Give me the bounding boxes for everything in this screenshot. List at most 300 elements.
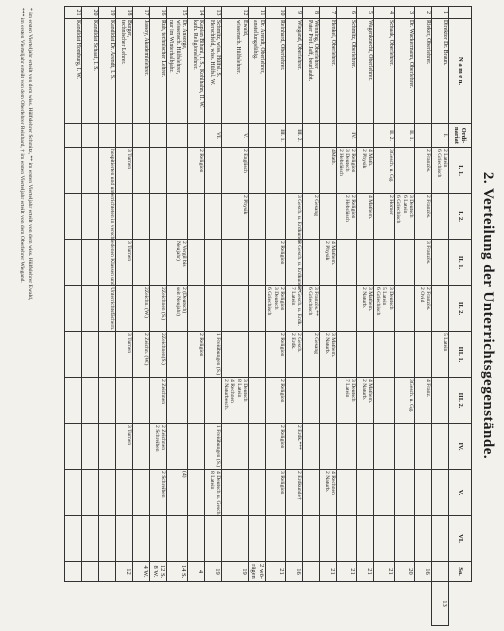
subject-cell: hospitierten und unterrichteten in verschiedenen Klassen und Unterrichtsfächern. xyxy=(99,148,116,194)
subject-cell: 3 Deutsch 7 Latein xyxy=(337,378,357,424)
row-number: 19 xyxy=(99,7,116,19)
subject-cell xyxy=(394,332,414,378)
subject-cell xyxy=(432,562,449,582)
ordinariat-cell xyxy=(303,124,320,148)
row-number: 14 xyxy=(188,7,205,19)
subject-cell xyxy=(65,194,82,240)
ordinariat-cell xyxy=(167,124,188,148)
sum-cell: 14 S. xyxy=(167,562,188,582)
subject-cell: 3 Turnen xyxy=(116,424,133,470)
subject-cell: 3 Französ. xyxy=(415,240,432,286)
table-row xyxy=(248,7,265,626)
subject-cell xyxy=(374,240,394,286)
subject-cell: 3 Gesch. u. Erdkunde* xyxy=(286,240,303,286)
row-number: 4 xyxy=(374,7,394,19)
table-row xyxy=(303,7,320,626)
subject-cell xyxy=(248,378,265,424)
ordinariat-cell: I. xyxy=(432,124,449,148)
subject-cell xyxy=(99,424,116,470)
subject-cell: 2 Religion xyxy=(265,424,285,470)
subject-cell xyxy=(82,378,99,424)
subject-cell xyxy=(303,240,320,286)
teacher-name: Dr. Wackermann, Oberlehrer. xyxy=(394,19,414,124)
subject-cell: 2 Religion 3 Deutsch 2 Hebräisch xyxy=(337,148,357,194)
subject-cell: 2 Religion xyxy=(188,332,205,378)
subject-cell xyxy=(337,470,357,516)
ordinariat-cell xyxy=(415,124,432,148)
subject-cell xyxy=(65,516,82,562)
subject-cell xyxy=(205,286,222,332)
subject-cell xyxy=(394,470,414,516)
subject-cell: 3 Gesch. u. Erdk. 7 Latein xyxy=(286,286,303,332)
teacher-name: Jassoy, Akademielehrer. xyxy=(133,19,150,124)
subject-cell: 3 Religion xyxy=(265,470,285,516)
subject-cell xyxy=(303,148,320,194)
subject-cell: 4 Franz. xyxy=(415,378,432,424)
row-number: 17 xyxy=(133,7,150,19)
sum-cell: 4 xyxy=(188,562,205,582)
ordinariat-cell xyxy=(65,124,82,148)
column-header: I. 2. xyxy=(449,194,472,240)
subject-cell xyxy=(374,470,394,516)
subject-cell xyxy=(222,470,249,516)
subject-cell xyxy=(222,286,249,332)
subject-cell xyxy=(265,194,285,240)
teacher-name: Burger, technischer Lehrer. xyxy=(116,19,133,124)
subject-cell xyxy=(248,194,265,240)
subject-cell xyxy=(248,516,265,562)
teacher-name: Wenning, Oberlehrer Pater Prof. Jaff, beurlaubt. xyxy=(303,19,320,124)
subject-cell xyxy=(248,470,265,516)
table-row xyxy=(65,7,82,626)
sum-cell xyxy=(303,562,320,582)
subject-cell xyxy=(205,378,222,424)
subject-cell: 4Math. xyxy=(320,148,337,194)
subject-cell xyxy=(167,516,188,562)
column-header: IV. xyxy=(449,424,472,470)
row-number: 8 xyxy=(303,7,320,19)
subject-cell: 2 Französ. xyxy=(415,148,432,194)
subject-cell xyxy=(248,148,265,194)
subject-cell xyxy=(374,378,394,424)
subject-cell xyxy=(286,378,303,424)
subject-cell: 2 Gesang xyxy=(303,332,320,378)
subject-cell xyxy=(374,516,394,562)
sum-cell: 2 wö- rägen xyxy=(248,562,265,582)
subject-cell xyxy=(248,424,265,470)
subject-cell xyxy=(82,148,99,194)
ordinariat-cell xyxy=(82,124,99,148)
sum-cell: 12 xyxy=(116,562,133,582)
subject-cell xyxy=(116,516,133,562)
subject-cell: 1 Freiübungen (S.) xyxy=(205,424,222,470)
subject-cell xyxy=(432,424,449,470)
subject-cell xyxy=(99,516,116,562)
subject-cell xyxy=(65,240,82,286)
subject-cell: 3 Turnen xyxy=(116,240,133,286)
teacher-name: Reinhard, Oberlehrer. xyxy=(265,19,285,124)
row-number: 3 xyxy=(394,7,414,19)
ordinariat-cell: III. 1. xyxy=(265,124,285,148)
row-number: 7 xyxy=(320,7,337,19)
subject-cell xyxy=(133,470,150,516)
subject-cell: 2 Gesch. 2 Erdk. xyxy=(286,332,303,378)
subject-cell xyxy=(205,240,222,286)
table-row xyxy=(394,7,414,626)
column-header: III. 1. xyxy=(449,332,472,378)
row-number: 13 xyxy=(205,7,222,19)
subject-cell xyxy=(320,194,337,240)
row-number: 16 xyxy=(150,7,167,19)
subject-cell xyxy=(303,470,320,516)
ordinariat-cell: II. 2. xyxy=(374,124,394,148)
teacher-name: Schmitz, wiss. Hülfsl. S. Herschfeld, wiss. Hülfsl. W. xyxy=(205,19,222,124)
teacher-name: Dr. Ansorge, wissensch. Hülfslehrer, nur im Winterhalbjahr. xyxy=(167,19,188,124)
subject-cell: 2 Französ. 2 Ovid xyxy=(415,286,432,332)
footnote: *** im ersten Vierteljahr erteilt von dem Oberlehrer Reinhard, † im ersten Vierteljahr erteilt von dem Oberlehrer Wiegand. xyxy=(19,8,25,283)
subject-cell xyxy=(188,378,205,424)
subject-cell xyxy=(320,424,337,470)
row-number: 21 xyxy=(65,7,82,19)
subject-cell xyxy=(337,240,357,286)
row-number: 12 xyxy=(222,7,249,19)
sum-cell xyxy=(82,562,99,582)
subject-cell xyxy=(82,194,99,240)
table-row xyxy=(82,7,99,626)
teacher-name: Kaplan Bihani, I. S., Kohlhahn, II. W. kath. Religionslehrer. xyxy=(188,19,205,124)
subject-cell xyxy=(82,470,99,516)
subject-cell xyxy=(150,516,167,562)
ordinariat-cell: II. 1. xyxy=(394,124,414,148)
column-header: Sa. xyxy=(449,562,472,582)
subject-cell xyxy=(99,332,116,378)
subject-cell xyxy=(133,148,150,194)
sum-cell: 21 xyxy=(374,562,394,582)
table-row xyxy=(374,7,394,626)
column-header: II. 2. xyxy=(449,286,472,332)
footnote: * im ersten Vierteljahr erteilt von dem wiss. Hülfslehrer Schmitz, ** im ersten Vierteljahr erteilt von dem wiss. Hülfslehrer Ewald, xyxy=(27,8,33,301)
teacher-name: Rieker, Oberlehrer. xyxy=(415,19,432,124)
sum-cell: 21 xyxy=(265,562,285,582)
subject-cell: 2 Homer xyxy=(374,194,394,240)
subject-cell xyxy=(167,194,188,240)
column-header: II. 1. xyxy=(449,240,472,286)
row-number: 9 xyxy=(286,7,303,19)
ordinariat-cell xyxy=(150,124,167,148)
subject-cell xyxy=(188,470,205,516)
subject-cell: 2Zeichn. (W.) xyxy=(133,286,150,332)
subject-cell: 2 Vergil bis Neujahr) xyxy=(167,240,188,286)
subject-cell xyxy=(65,424,82,470)
subject-cell: 3 Mathem. 2 Naturb. xyxy=(320,332,337,378)
subject-cell xyxy=(374,424,394,470)
subject-cell: 2 Zeichn. (W.) xyxy=(133,332,150,378)
subject-cell xyxy=(99,378,116,424)
table-row xyxy=(116,7,133,626)
subject-cell xyxy=(222,332,249,378)
subject-cell: 3 Deutsch 5 Latein 6 Griechisch xyxy=(374,286,394,332)
subject-cell xyxy=(248,240,265,286)
subject-cell: 4 Deutsch u. Gesch. 8 Latein xyxy=(205,470,222,516)
subject-cell: 2 Religion xyxy=(265,378,285,424)
subject-cell: 2 Latein 6 Griechisch xyxy=(432,148,449,194)
sum-cell: 12 S. 8 W. xyxy=(150,562,167,582)
subject-cell xyxy=(374,332,394,378)
subject-cell xyxy=(167,378,188,424)
subject-cell: 4 Mathem. 2 Naturb. xyxy=(357,378,374,424)
subject-cell xyxy=(394,516,414,562)
teacher-name: Schmitz, Oberlehrer. xyxy=(337,19,357,124)
table-row xyxy=(265,7,285,626)
subject-cell: 2 Religion xyxy=(265,332,285,378)
subject-cell xyxy=(167,424,188,470)
subject-cell: 2 (Deutsch) seit Neujahr) xyxy=(167,286,188,332)
teacher-name: Ewald, wissensch. Hülfslehrer. xyxy=(222,19,249,124)
subject-cell: 3 Deutsch 6 Latein 6 Griechisch xyxy=(394,194,414,240)
sum-cell: 21 xyxy=(320,562,337,582)
subject-cell: 2 Erdkunde† xyxy=(286,470,303,516)
subject-cell xyxy=(188,194,205,240)
ordinariat-cell xyxy=(99,124,116,148)
subject-cell: 2 Zeichnen xyxy=(150,378,167,424)
subject-cell xyxy=(150,240,167,286)
subject-cell xyxy=(248,332,265,378)
subject-cell xyxy=(116,286,133,332)
table-row xyxy=(337,7,357,626)
ordinariat-cell: V. xyxy=(222,124,249,148)
subject-cell xyxy=(432,286,449,332)
row-number: 18 xyxy=(116,7,133,19)
table-body xyxy=(65,7,449,626)
teacher-name: Direktor Dr. Braun. xyxy=(432,19,449,124)
subject-cell: 4 Mathem. xyxy=(357,194,374,240)
subject-cell xyxy=(394,240,414,286)
sum-cell: 21 xyxy=(337,562,357,582)
subject-cell: 2 Religion xyxy=(265,240,285,286)
subject-cell xyxy=(357,332,374,378)
teacher-name: Dr. Arendt, Oberlehrer, anstellungsfähig. xyxy=(248,19,265,124)
ordinariat-cell xyxy=(248,124,265,148)
subject-cell xyxy=(432,470,449,516)
subject-cell: 3 Deutsch 8 Latein 4 Rechnen 2 Naturbesch. xyxy=(222,378,249,424)
subject-cell xyxy=(432,194,449,240)
subject-cell: 3 Turnen xyxy=(116,148,133,194)
table-row xyxy=(286,7,303,626)
subject-cell xyxy=(205,194,222,240)
sum-cell: 4 W. xyxy=(133,562,150,582)
subject-cell xyxy=(320,286,337,332)
header-row xyxy=(449,7,472,626)
subject-cell xyxy=(150,194,167,240)
subject-cell: 3 Gesch. u. Erdkunde xyxy=(286,194,303,240)
subject-cell xyxy=(188,286,205,332)
subject-cell xyxy=(286,148,303,194)
subject-cell xyxy=(133,424,150,470)
subject-cell xyxy=(432,378,449,424)
subject-cell xyxy=(205,148,222,194)
ordinariat-cell xyxy=(320,124,337,148)
subject-cell xyxy=(415,332,432,378)
subject-cell: 2 Physik xyxy=(222,194,249,240)
teacher-name: Kandidat Schaaf, I. S. xyxy=(82,19,99,124)
subject-cell xyxy=(357,424,374,470)
footnotes xyxy=(18,8,34,628)
subject-cell: 2 Gesang xyxy=(303,194,320,240)
ordinariat-cell xyxy=(116,124,133,148)
subject-cell xyxy=(188,516,205,562)
ordinariat-cell: VI. xyxy=(205,124,222,148)
subject-cell: 2 Religion 3 Deutsch 6 Griechisch xyxy=(265,286,285,332)
subject-cell xyxy=(82,424,99,470)
subject-cell: 3 Französ.** 6 Griechisch xyxy=(303,286,320,332)
subject-cell xyxy=(65,148,82,194)
subject-cell: 1 Freiübungen (S.) xyxy=(205,332,222,378)
subject-cell xyxy=(320,516,337,562)
subject-cell xyxy=(286,516,303,562)
row-number: 10 xyxy=(265,7,285,19)
column-header: N a m e n. xyxy=(449,19,472,124)
subject-cell xyxy=(265,148,285,194)
subject-cell xyxy=(303,424,320,470)
subject-cell xyxy=(99,470,116,516)
subject-cell xyxy=(116,194,133,240)
page-title: 2. Verteilung der Unterrichtsgegenstände. xyxy=(480,171,496,460)
subject-cell: 2 Französ. xyxy=(415,194,432,240)
subject-cell xyxy=(415,424,432,470)
table-row xyxy=(188,7,205,626)
row-number: 2 xyxy=(415,7,432,19)
table-row xyxy=(150,7,167,626)
subject-cell xyxy=(167,148,188,194)
table-row xyxy=(167,7,188,626)
subject-cell xyxy=(415,516,432,562)
ordinariat-cell: IV. xyxy=(337,124,357,148)
column-header: I. 1. xyxy=(449,148,472,194)
table-row xyxy=(432,7,449,626)
subject-cell xyxy=(167,332,188,378)
subject-cell xyxy=(116,378,133,424)
subject-cell xyxy=(337,424,357,470)
row-number: 15 xyxy=(167,7,188,19)
ordinariat-cell xyxy=(133,124,150,148)
subject-cell xyxy=(337,516,357,562)
subject-cell: 4 Math. 2 Physik xyxy=(357,148,374,194)
subject-cell xyxy=(415,470,432,516)
subject-cell xyxy=(222,240,249,286)
subject-cell: 2 Zeichnen 2 Schreiben xyxy=(150,424,167,470)
sum-cell: 21 xyxy=(357,562,374,582)
subject-cell: 2 Schreiben xyxy=(150,470,167,516)
subject-cell: 4 Rechnen 2 Naturb. xyxy=(320,470,337,516)
subject-cell xyxy=(205,516,222,562)
subject-cell xyxy=(116,470,133,516)
subject-cell xyxy=(337,332,357,378)
subject-cell xyxy=(133,194,150,240)
column-header: Ordi- nariat xyxy=(449,124,472,148)
subject-cell xyxy=(265,516,285,562)
subject-cell: 2Zeichnen(S.) xyxy=(150,332,167,378)
subject-cell xyxy=(432,240,449,286)
subject-cell xyxy=(337,286,357,332)
subject-cell: 2 Erdk.*** xyxy=(286,424,303,470)
subject-cell xyxy=(357,240,374,286)
column-header xyxy=(449,7,472,19)
teacher-name: Wiegand, Oberlehrer. xyxy=(286,19,303,124)
subject-cell xyxy=(65,332,82,378)
subject-cell xyxy=(222,424,249,470)
teacher-name: Wagenknecht, Oberlehrer. xyxy=(357,19,374,124)
subject-cell: 3Gesch. u. Gg. xyxy=(394,378,414,424)
table-row xyxy=(357,7,374,626)
row-number: 6 xyxy=(337,7,357,19)
teacher-name: Kandidat Dr. Arendt, I. S. xyxy=(99,19,116,124)
subject-cell: 3 Mathem. 2 Naturb. xyxy=(357,286,374,332)
subject-cell xyxy=(82,286,99,332)
sum-cell: 16 xyxy=(286,562,303,582)
subject-cell xyxy=(303,516,320,562)
table-row xyxy=(99,7,116,626)
column-header: V. xyxy=(449,470,472,516)
teacher-name: Henkel, Oberlehrer. xyxy=(320,19,337,124)
distribution-table xyxy=(64,6,472,626)
subject-cell: 4 Mathem. 2 Physik xyxy=(320,240,337,286)
subject-cell: (4) xyxy=(167,470,188,516)
subject-cell xyxy=(188,240,205,286)
sum-cell: 13 xyxy=(432,582,449,626)
subject-cell xyxy=(65,286,82,332)
table-row xyxy=(133,7,150,626)
subject-cell xyxy=(394,424,414,470)
sum-cell xyxy=(65,562,82,582)
row-number: 1 xyxy=(432,7,449,19)
teacher-name: Kandidat Homburg, I. W. xyxy=(65,19,82,124)
subject-cell xyxy=(394,286,414,332)
subject-cell xyxy=(248,286,265,332)
sum-cell: 19 xyxy=(222,562,249,582)
subject-cell: 3Gesch. u. Gg. xyxy=(374,148,394,194)
row-number: 11 xyxy=(248,7,265,19)
ordinariat-cell xyxy=(188,124,205,148)
row-number: 5 xyxy=(357,7,374,19)
row-number: 20 xyxy=(82,7,99,19)
subject-cell xyxy=(303,378,320,424)
subject-cell xyxy=(82,516,99,562)
teacher-name: Ruh, technischer Lehrer. xyxy=(150,19,167,124)
table-row xyxy=(415,7,432,626)
subject-cell xyxy=(222,516,249,562)
column-header: VI. xyxy=(449,516,472,562)
sum-cell xyxy=(99,562,116,582)
subject-cell xyxy=(133,516,150,562)
table-row xyxy=(320,7,337,626)
subject-cell xyxy=(394,148,414,194)
subject-cell xyxy=(82,332,99,378)
subject-cell xyxy=(65,378,82,424)
subject-cell: 2 Religion 2 Hebräisch xyxy=(337,194,357,240)
subject-cell xyxy=(357,516,374,562)
subject-cell: 2 Religion xyxy=(188,148,205,194)
subject-cell xyxy=(82,240,99,286)
sum-cell: 16 xyxy=(415,562,432,582)
ordinariat-cell: III. 2. xyxy=(286,124,303,148)
table-row xyxy=(222,7,249,626)
subject-cell: 2 Englisch xyxy=(222,148,249,194)
column-header: III. 2. xyxy=(449,378,472,424)
subject-cell xyxy=(133,240,150,286)
subject-cell xyxy=(432,516,449,562)
subject-cell xyxy=(188,424,205,470)
subject-cell xyxy=(357,470,374,516)
